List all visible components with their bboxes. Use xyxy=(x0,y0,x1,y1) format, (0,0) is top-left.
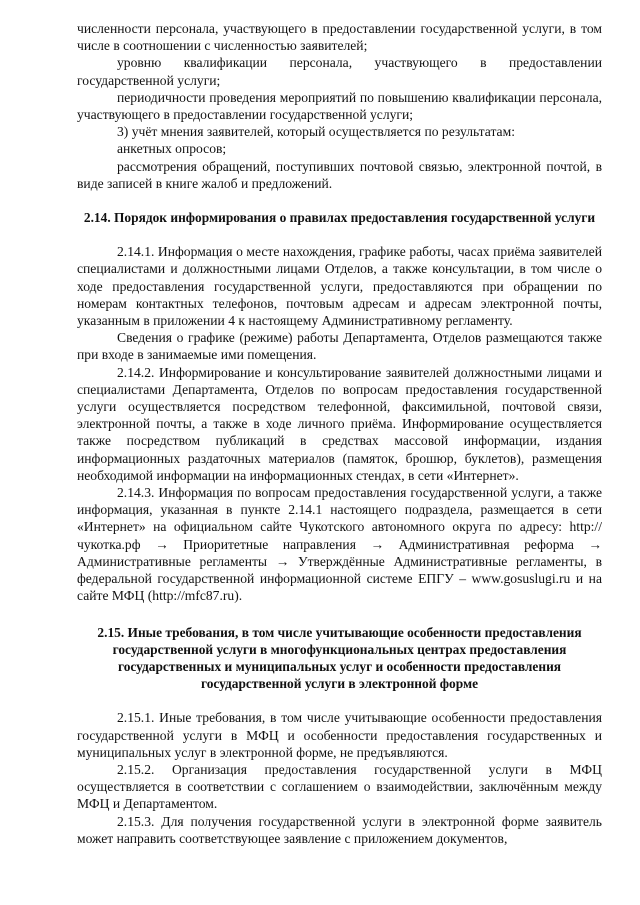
intro-paragraph: 3) учёт мнения заявителей, который осуществляется по результатам: xyxy=(117,124,515,140)
section-paragraph: 2.15.3. Для получения государственной услуги в электронной форме заявитель может направить соответствующее заявление с приложением документов, xyxy=(77,813,602,846)
intro-paragraph: уровню квалификации персонала, участвующего в предоставлении государственной услуги; xyxy=(77,55,602,88)
section-paragraph: 2.15.1. Иные требования, в том числе учитывающие особенности предоставления государственной услуги в МФЦ и особенности предоставления государственных и муниципальных услуг в электронной форме, не предъявляются. xyxy=(77,710,602,760)
section-heading-2-14: 2.14. Порядок информирования о правилах предоставления государственной услуги xyxy=(83,210,596,226)
section-paragraph: 2.14.1. Информация о месте нахождения, графике работы, часах приёма заявителей специалистами и должностными лицами Отделов, а также консультации, в том числе о ходе предоставления государственной услуги, предоставляются при обращении по номерам контактных телефонов, почтовым адресам и адресам электронной почты, указанным в приложении 4 к настоящему Административному регламенту. xyxy=(77,244,602,329)
intro-paragraph: периодичности проведения мероприятий по повышению квалификации персонала, участвующего в предоставлении государственной услуги; xyxy=(77,89,602,123)
intro-paragraph: численности персонала, участвующего в предоставлении государственной услуги, в том числе в соотношении с численностью заявителей; xyxy=(77,21,602,54)
section-paragraph: 2.15.2. Организация предоставления государственной услуги в МФЦ осуществляется в соответствии с соглашением о взаимодействии, заключённым между МФЦ и Департаментом. xyxy=(77,761,602,812)
section-paragraph: 2.14.3. Информация по вопросам предоставления государственной услуги, а также информация, указанная в пункте 2.14.1 настоящего подраздела, размещается в сети «Интернет» на официальном сайте Чукотского автономного округа по адресу: http://чукотка.рф → Приоритетные направления → Административная реформа → Административные регламенты → Утверждённые Административные регламенты, в федеральной государственной информационной системе ЕПГУ – www.gosuslugi.ru и на сайте МФЦ (http://mfc87.ru). xyxy=(77,485,602,604)
intro-paragraph: рассмотрения обращений, поступивших почтовой связью, электронной почтой, в виде записей в книге жалоб и предложений. xyxy=(77,158,602,191)
intro-paragraph: анкетных опросов; xyxy=(117,141,227,157)
section-paragraph: 2.14.2. Информирование и консультирование заявителей должностными лицами и специалистами Департамента, Отделов по вопросам предоставления государственной услуги осуществляется посредством телефонной, факсимильной, почтовой связи, электронной почты, а также в ходе личного приёма. Информирование осуществляется также посредством публикаций в средствах массовой информации, издания информационных раздаточных материалов (памяток, брошюр, буклетов), размещения необходимой информации на информационных стендах, в сети «Интернет». xyxy=(77,364,602,483)
section-paragraph: Сведения о графике (режиме) работы Департамента, Отделов размещаются также при входе в занимаемые ими помещения. xyxy=(77,330,602,363)
section-heading-2-15: 2.15. Иные требования, в том числе учитывающие особенности предоставления государственной услуги в многофункциональных центрах предоставления государственных и муниципальных услуг и особенности предоставления государственной услуги в электронной форме xyxy=(97,624,582,692)
document-page xyxy=(77,20,602,847)
